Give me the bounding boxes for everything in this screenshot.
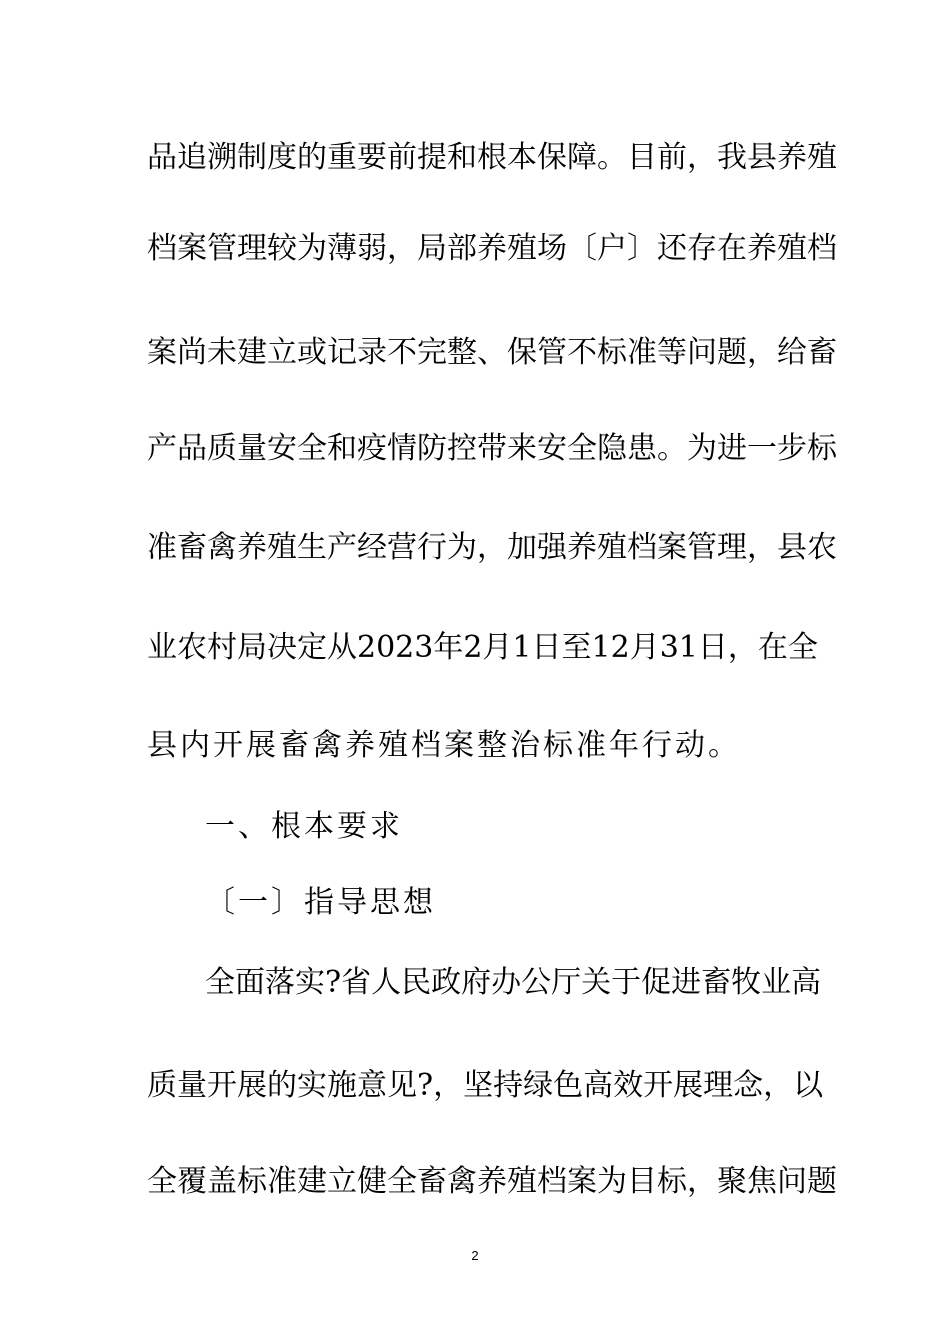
text-line-7: 县内开展畜禽养殖档案整治标准年行动。 [147,728,741,763]
text-line-11: 质量开展的实施意见?，坚持绿色高效开展理念，以 [147,1068,824,1103]
text-line-12: 全覆盖标准建立健全畜禽养殖档案为目标，聚焦问题 [147,1164,837,1199]
text-line-6: 业农村局决定从2023年2月1日至12月31日，在全 [147,630,818,665]
text-line-5: 准畜禽养殖生产经营行为，加强养殖档案管理，县农 [147,530,837,565]
page-number: 2 [471,1248,479,1263]
subsection-heading: 〔一〕指导思想 [205,885,436,920]
text-line-4: 产品质量安全和疫情防控带来安全隐患。为进一步标 [147,431,837,466]
text-line-2: 档案管理较为薄弱，局部养殖场〔户〕还存在养殖档 [147,231,837,266]
text-line-1: 品追溯制度的重要前提和根本保障。目前，我县养殖 [147,140,837,175]
text-line-3: 案尚未建立或记录不完整、保管不标准等问题，给畜 [147,335,837,370]
text-line-10: 全面落实?省人民政府办公厅关于促进畜牧业高 [205,965,822,1000]
section-heading: 一、根本要求 [205,809,403,844]
